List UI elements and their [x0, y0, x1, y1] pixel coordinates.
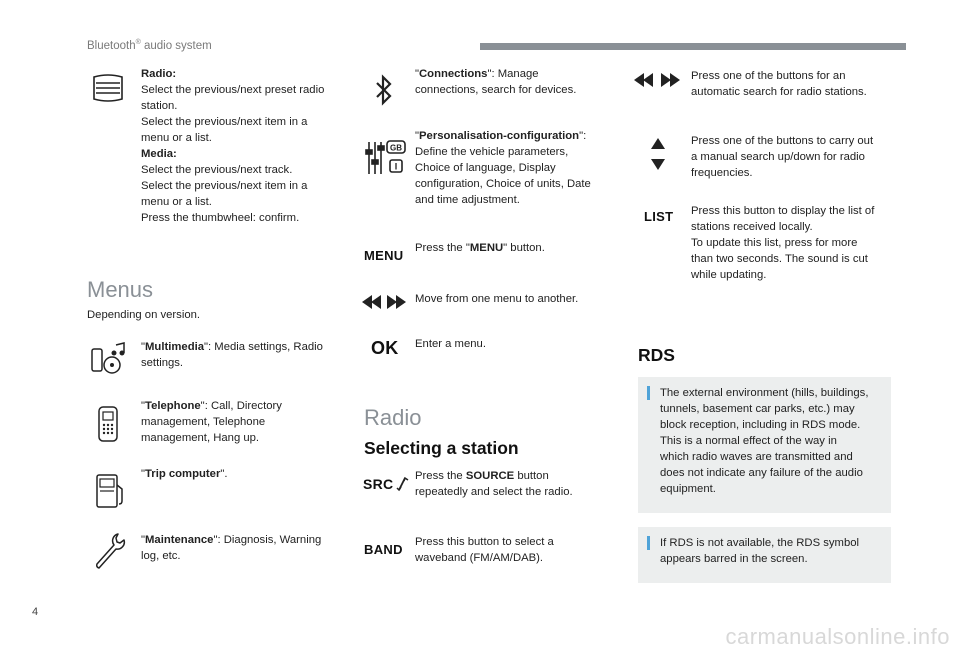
automatic-search-description: Press one of the buttons for an automatic search for radio stations.	[691, 70, 867, 98]
manual-search-description: Press one of the buttons to carry out a manual search up/down for radio frequencies.	[691, 135, 874, 179]
menu-description: Press the "MENU" button.	[415, 242, 545, 254]
ok-button-label: OK	[371, 338, 399, 358]
header-bar	[480, 43, 906, 50]
menu-button-label: MENU	[364, 248, 404, 263]
arrows-description: Move from one menu to another.	[415, 293, 579, 305]
info-marker	[647, 386, 650, 400]
thumbwheel-description: Radio: Select the previous/next preset radio station. Select the previous/next item in a menu or a list. Media: Select the previous/next track. Select the previous/next item in a menu or a list. Press the thumbwheel: confirm.	[141, 68, 325, 224]
svg-text:GB: GB	[390, 143, 402, 153]
svg-text:I: I	[394, 161, 398, 172]
band-button-label: BAND	[364, 542, 403, 557]
info-marker	[647, 536, 650, 550]
rds-unavailable-box	[638, 527, 891, 583]
seek-arrows-icon	[634, 72, 680, 88]
wrench-icon	[92, 531, 126, 571]
source-button-icon: SRC	[363, 476, 411, 492]
maintenance-description: "Maintenance": Diagnosis, Warning log, etc.	[141, 534, 322, 562]
trip-computer-description: "Trip computer".	[141, 468, 228, 480]
settings-sliders-icon	[364, 138, 408, 178]
telephone-description: "Telephone": Call, Directory management, Telephone management, Hang up.	[141, 400, 282, 444]
selecting-station-heading: Selecting a station	[364, 438, 519, 458]
rds-heading: RDS	[638, 345, 675, 365]
menus-heading: Menus	[87, 277, 154, 302]
personalisation-description: "Personalisation-configuration": Define the vehicle parameters, Choice of language, Display configuration, Choice of units, Date and time adjustment.	[415, 130, 591, 206]
telephone-icon	[96, 405, 120, 443]
list-button-label: LIST	[644, 209, 674, 224]
band-description: Press this button to select a waveband (FM/AM/DAB).	[415, 536, 554, 564]
multimedia-description: "Multimedia": Media settings, Radio settings.	[141, 341, 323, 369]
watermark: carmanualsonline.info	[725, 624, 950, 649]
steering-control-icon	[92, 74, 124, 102]
header-title: Bluetooth® audio system	[87, 39, 212, 52]
trip-computer-icon	[94, 473, 126, 509]
depending-text: Depending on version.	[87, 309, 201, 321]
up-down-arrows-icon	[648, 137, 668, 171]
rds-info-box	[638, 377, 891, 513]
multimedia-icon	[90, 341, 128, 375]
connections-description: "Connections": Manage connections, search for devices.	[415, 68, 577, 96]
rds-unavailable-text: If RDS is not available, the RDS symbol appears barred in the screen.	[660, 537, 860, 565]
left-right-arrows-icon	[362, 294, 406, 310]
bluetooth-icon	[372, 74, 396, 106]
list-description: Press this button to display the list of stations received locally. To update this list, press for more than two seconds. The sound is cut while updating.	[691, 205, 875, 281]
ok-description: Enter a menu.	[415, 338, 486, 350]
rds-info-text: The external environment (hills, buildings, tunnels, basement car parks, etc.) may block reception, including in RDS mode. This is a normal effect of the way in which radio waves are transmitted and does not indicate any failure of the audio equipment.	[660, 387, 869, 495]
radio-heading: Radio	[364, 405, 422, 430]
source-description: Press the SOURCE button repeatedly and select the radio.	[415, 470, 573, 498]
page-number: 4	[32, 606, 39, 618]
